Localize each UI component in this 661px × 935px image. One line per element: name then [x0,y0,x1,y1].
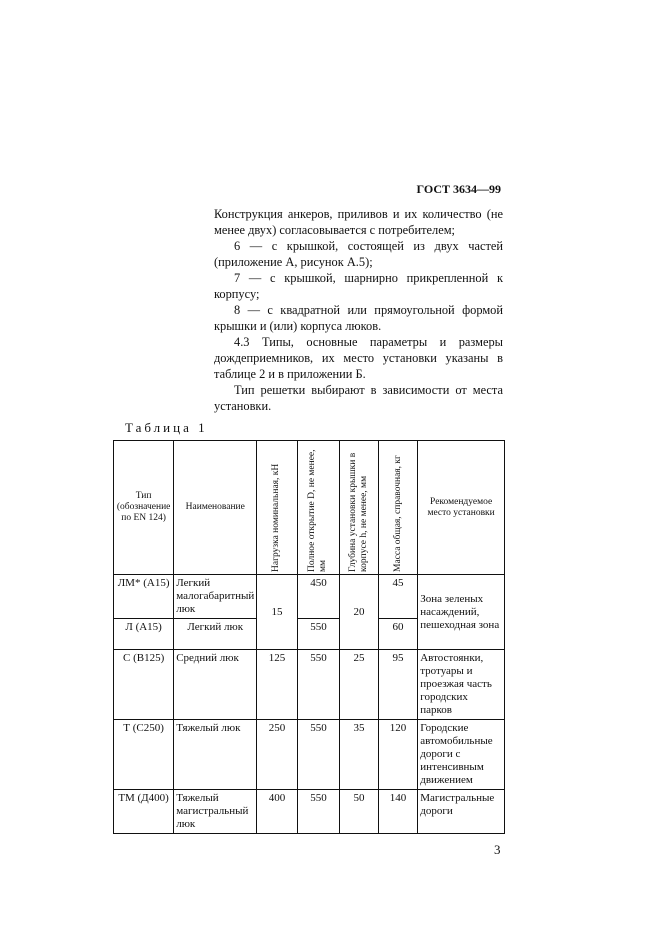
table-header-row [114,441,505,575]
page-number: 3 [494,842,501,857]
document-header: ГОСТ 3634—99 [416,182,501,196]
paragraph: 6 — с крышкой, состоящей из двух частей (приложение А, рисунок А.5); [214,239,503,269]
header-name: Наименование [174,441,257,575]
table-row [114,650,505,720]
paragraph: 4.3 Типы, основные параметры и размеры дождеприемников, их место установки указаны в таблице 2 и в приложении Б. [214,335,503,381]
cell-name: Легкий люк [174,619,257,650]
page-content [113,206,505,858]
header-mass: Масса общая, справочная, кг [392,454,403,572]
cell-name: Тяжелый люк [174,720,257,790]
paragraph: Тип решетки выбирают в зависимости от места установки. [214,383,503,413]
cell-mass: 140 [378,790,417,834]
cell-mass: 95 [378,650,417,720]
cell-mass: 45 [378,575,417,619]
cell-depth: 20 [340,575,379,650]
table-row [114,575,505,619]
cell-place: Магистральные дороги [418,790,505,834]
paragraph: 8 — с квадратной или прямоугольной формой крышки и (или) корпуса люков. [214,303,503,333]
table-row [114,720,505,790]
table-row [114,790,505,834]
cell-opening: 450 [297,575,340,619]
cell-opening: 550 [297,619,340,650]
cell-place: Городские автомобильные дороги с интенсивным движением [418,720,505,790]
paragraph: Конструкция анкеров, приливов и их количество (не менее двух) согласовывается с потребителем; [214,207,503,237]
cell-type: Т (С250) [114,720,174,790]
cell-load: 400 [257,790,297,834]
body-text [214,206,503,414]
cell-name: Тяжелый магистральный люк [174,790,257,834]
cell-load: 125 [257,650,297,720]
paragraph: 7 — с крышкой, шарнирно прикрепленной к корпусу; [214,271,503,301]
cell-depth: 50 [340,790,379,834]
header-opening: Полное открытие D, не менее, мм [307,448,329,572]
cell-opening: 550 [297,650,340,720]
cell-place: Автостоянки, тротуары и проезжая часть городских парков [418,650,505,720]
cell-depth: 25 [340,650,379,720]
cell-type: ТМ (Д400) [114,790,174,834]
header-depth: Глубина установки крышки в корпусе h, не менее, мм [348,452,369,572]
header-place: Рекомендуемое место установки [418,441,505,575]
header-type: Тип (обозначение по EN 124) [114,441,174,575]
cell-name: Легкий малогабаритный люк [174,575,257,619]
cell-opening: 550 [297,790,340,834]
cell-depth: 35 [340,720,379,790]
cell-name: Средний люк [174,650,257,720]
cell-place: Зона зеленых насаждений, пешеходная зона [418,575,505,650]
cell-opening: 550 [297,720,340,790]
cell-type: С (В125) [114,650,174,720]
cell-mass: 60 [378,619,417,650]
manhole-table [113,440,505,834]
table-caption: Таблица 1 [125,420,208,435]
cell-load: 15 [257,575,297,650]
cell-mass: 120 [378,720,417,790]
cell-type: Л (А15) [114,619,174,650]
cell-type: ЛМ* (А15) [114,575,174,619]
header-load: Нагрузка номинальная, кН [271,463,282,572]
cell-load: 250 [257,720,297,790]
